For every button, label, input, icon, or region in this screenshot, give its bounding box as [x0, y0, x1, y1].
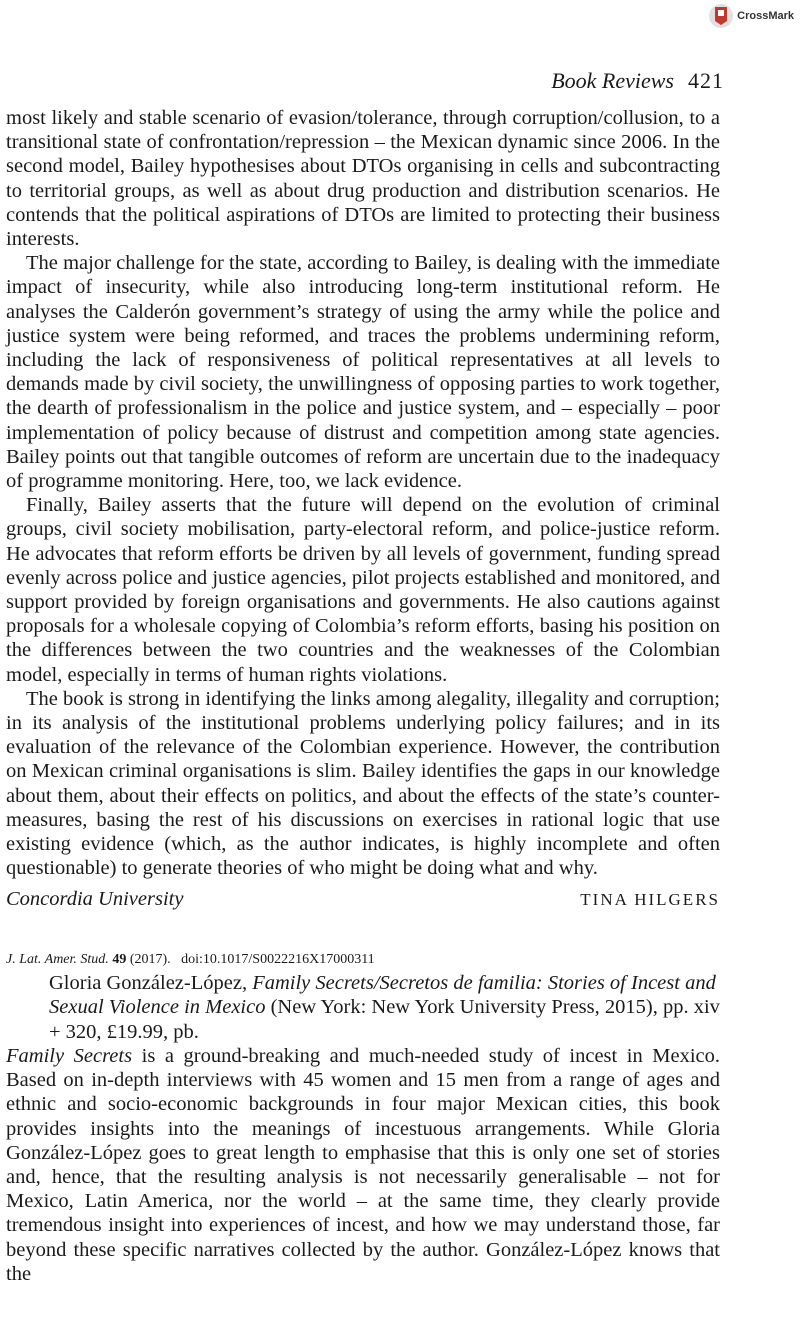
- citation-line: [6, 951, 720, 969]
- section-title: Book Reviews: [551, 68, 674, 93]
- journal-name: J. Lat. Amer. Stud.: [6, 951, 109, 967]
- review2-paragraph: [6, 1044, 720, 1286]
- crossmark-icon: [709, 4, 733, 28]
- page-body: [6, 106, 720, 1286]
- running-header: [551, 68, 724, 94]
- journal-year: (2017).: [129, 951, 171, 967]
- book-reference: [49, 971, 720, 1045]
- crossmark-label: CrossMark: [737, 10, 794, 22]
- book-details: pp. xiv + 320, £19.99, pb.: [49, 996, 720, 1043]
- review2-lead-title: Family Secrets: [6, 1045, 133, 1067]
- review1-paragraph-2: The major challenge for the state, according to Bailey, is dealing with the immediate impact of insecurity, while also introducing long-term institutional reform. He analyses the Calderón government’s strategy of using the army while the police and justice system were being reformed, and traces the problems undermining reform, including the lack of responsiveness of political representatives at all levels to demands made by civil society, the unwillingness of opposing parties to work together, the dearth of professionalism in the police and justice system, and – especially – poor implementation of policy because of distrust and competition among state agencies. Bailey points out that tangible outcomes of reform are uncertain due to the inadequacy of programme monitoring. Here, too, we lack evidence.: [6, 252, 720, 493]
- reviewer-name: TINA HILGERS: [580, 889, 720, 909]
- journal-volume: 49: [112, 951, 127, 967]
- review1-paragraph-3: Finally, Bailey asserts that the future will depend on the evolution of criminal groups, civil society mobilisation, party-electoral reform, and police-justice reform. He advocates that reform efforts be driven by all levels of government, funding spread evenly across police and justice agencies, pilot projects established and monitored, and support provided by foreign organisations and governments. He also cautions against proposals for a wholesale copying of Colombia’s reform efforts, basing his position on the differences between the two countries and the weaknesses of the Colombian model, especially in terms of human rights violations.: [6, 494, 720, 686]
- doi-link[interactable]: doi:10.1017/S0022216X17000311: [181, 951, 375, 967]
- review2-text: is a ground-breaking and much-needed study of incest in Mexico. Based on in-depth interviews with 45 women and 15 men from a range of ages and ethnic and socio-economic backgrounds in four major Mexican cities, this book provides insights into the meanings of incestuous arrangements. While Gloria González-López goes to great length to emphasise that this is only one set of stories and, hence, that the resulting analysis is not necessarily generalisable – not for Mexico, Latin America, nor the world – at the same time, they clearly provide tremendous insight into experiences of incest, and how we may understand those, far beyond these specific narratives collected by the author. González-López knows that the: [6, 1045, 721, 1285]
- book-publisher: (New York: New York University Press, 2015),: [270, 996, 658, 1018]
- book-title: Family Secrets/Secretos de familia: Stories of Incest and Sexual Violence in Mexico: [49, 971, 716, 1018]
- reviewer-affiliation: Concordia University: [6, 887, 184, 910]
- page-number: 421: [688, 68, 724, 93]
- review1-paragraph-4: The book is strong in identifying the links among alegality, illegality and corruption; in its analysis of the institutional problems underlying policy failures; and in its evaluation of the relevance of the Colombian experience. However, the contribution on Mexican criminal organisations is slim. Bailey identifies the gaps in our knowledge about them, about their effects on politics, and about the effects of the state’s counter-measures, basing the rest of his discussions on exercises in rational logic that use existing evidence (which, as the author indicates, is highly incomplete and often questionable) to generate theories of who might be doing what and why.: [6, 687, 720, 880]
- crossmark-badge[interactable]: [709, 4, 794, 28]
- review1-paragraph-1: most likely and stable scenario of evasion/tolerance, through corruption/collusion, to a transitional state of confrontation/repression – the Mexican dynamic since 2006. In the second model, Bailey hypothesises about DTOs organising in cells and subcontracting to territorial groups, as well as about drug production and distribution scenarios. He contends that the political aspirations of DTOs are limited to protecting their business interests.: [6, 107, 720, 251]
- book-author: Gloria González-López,: [49, 971, 248, 994]
- reviewer-signature: [6, 888, 720, 911]
